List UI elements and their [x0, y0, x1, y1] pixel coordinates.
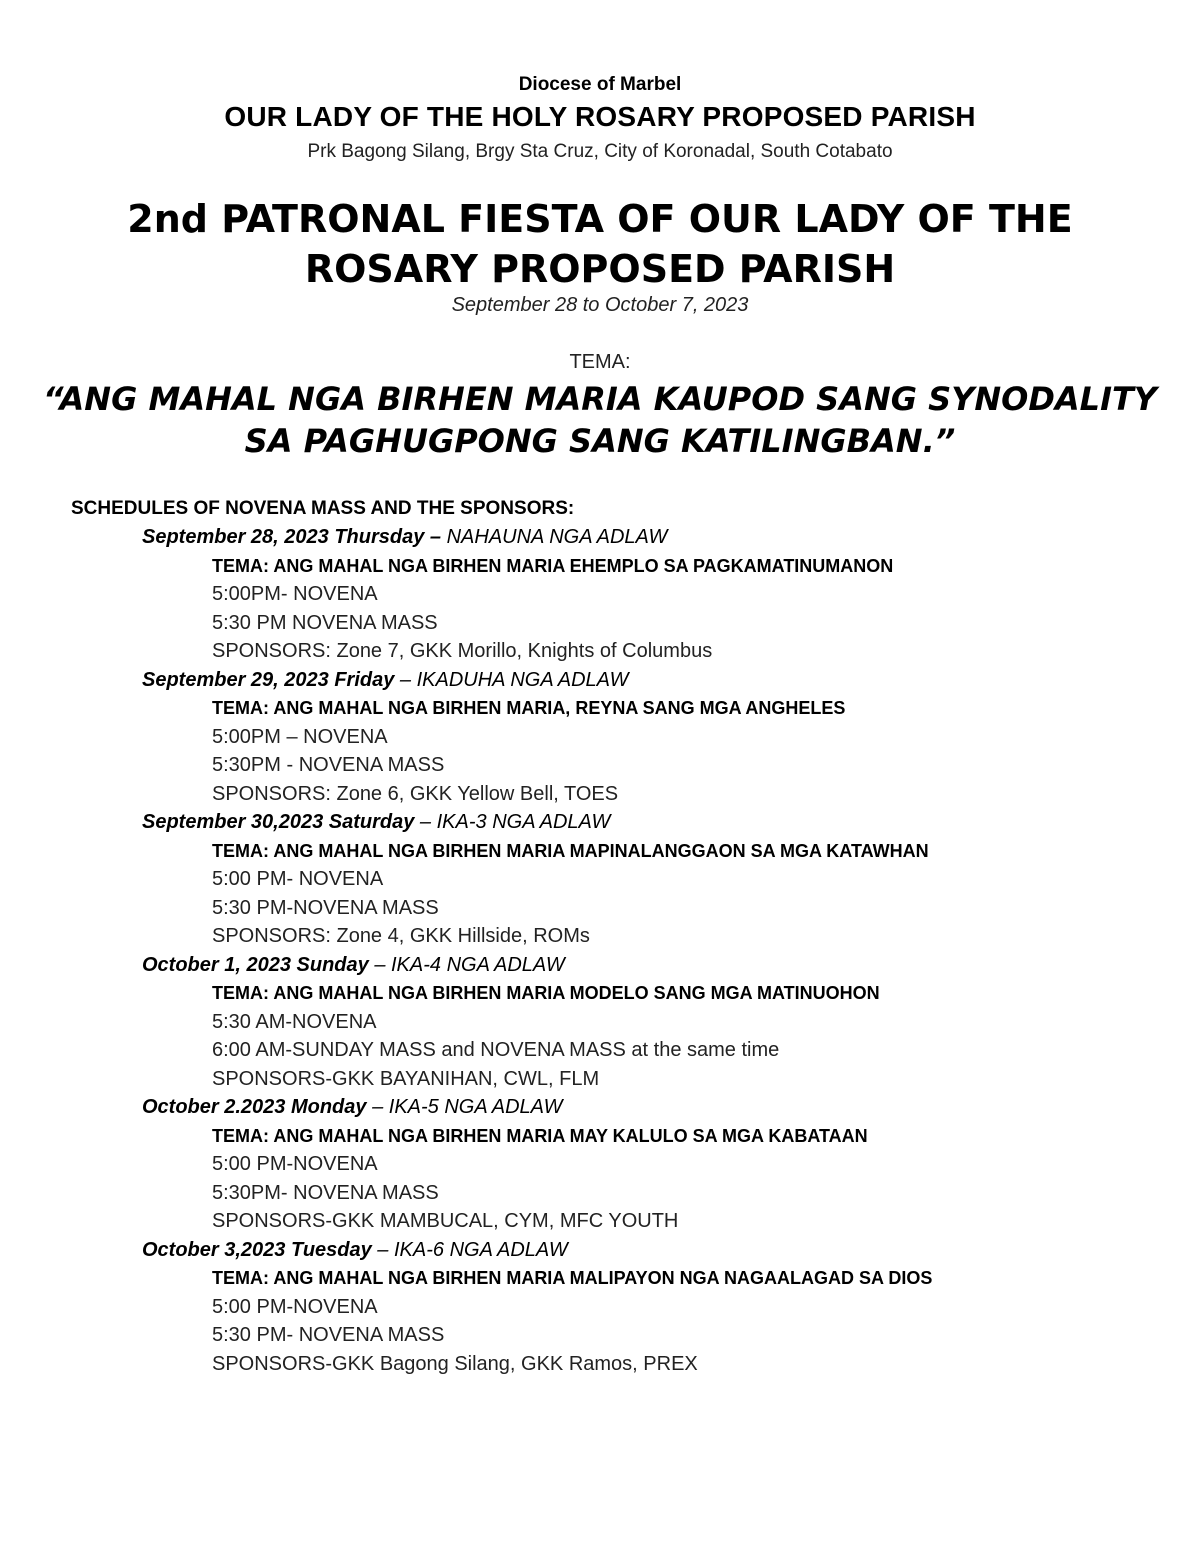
schedule-day [0, 523, 1200, 666]
day-theme: TEMA: ANG MAHAL NGA BIRHEN MARIA MALIPAYON NGA NAGAALAGAD SA DIOS [212, 1268, 933, 1288]
fiesta-title: 2nd PATRONAL FIESTA OF OUR LADY OF THE ROSARY PROPOSED PARISH [127, 197, 1073, 291]
mass-time: 5:30PM- NOVENA MASS [212, 1181, 439, 1204]
novena-time: 5:00PM – NOVENA [212, 725, 388, 748]
parish-address: Prk Bagong Silang, Brgy Sta Cruz, City of Koronadal, South Cotabato [307, 141, 893, 162]
day-date: October 1, 2023 Sunday [142, 953, 369, 976]
novena-time: 5:00 PM-NOVENA [212, 1153, 378, 1175]
fiesta-dates: September 28 to October 7, 2023 [451, 294, 749, 316]
sponsors: SPONSORS: Zone 4, GKK Hillside, ROMs [212, 925, 590, 947]
day-label: – IKA-5 NGA ADLAW [366, 1096, 563, 1118]
day-theme: TEMA: ANG MAHAL NGA BIRHEN MARIA MAPINALANGGAON SA MGA KATAWHAN [212, 840, 929, 861]
day-header [142, 808, 1200, 837]
day-header [142, 666, 1200, 695]
day-label: – IKADUHA NGA ADLAW [394, 668, 629, 691]
day-date: September 29, 2023 Friday [142, 668, 395, 691]
day-header [142, 1236, 1200, 1265]
day-theme: TEMA: ANG MAHAL NGA BIRHEN MARIA MODELO SANG MGA MATINUOHON [212, 983, 880, 1003]
day-theme: TEMA: ANG MAHAL NGA BIRHEN MARIA MAY KALULO SA MGA KABATAAN [212, 1125, 868, 1146]
day-header [142, 523, 1200, 552]
schedule-list [0, 523, 1200, 1378]
novena-time: 5:00 PM-NOVENA [212, 1295, 378, 1318]
schedule-day [0, 951, 1200, 1094]
novena-time: 5:00PM- NOVENA [212, 583, 378, 605]
day-label: – IKA-3 NGA ADLAW [414, 811, 611, 833]
schedule-day [0, 666, 1200, 809]
day-label: – IKA-6 NGA ADLAW [371, 1238, 568, 1261]
novena-time: 5:30 AM-NOVENA [212, 1010, 377, 1033]
day-label: NAHAUNA NGA ADLAW [441, 526, 668, 548]
novena-time: 5:00 PM- NOVENA [212, 868, 384, 890]
day-date: October 3,2023 Tuesday [142, 1238, 372, 1261]
theme-label: TEMA: [569, 351, 631, 373]
schedule-day [0, 808, 1200, 951]
day-theme: TEMA: ANG MAHAL NGA BIRHEN MARIA EHEMPLO SA PAGKAMATINUMANON [212, 555, 894, 576]
mass-time: 6:00 AM-SUNDAY MASS and NOVENA MASS at the same time [212, 1039, 780, 1061]
sponsors: SPONSORS-GKK MAMBUCAL, CYM, MFC YOUTH [212, 1210, 679, 1232]
day-theme: TEMA: ANG MAHAL NGA BIRHEN MARIA, REYNA SANG MGA ANGHELES [212, 698, 846, 718]
diocese-name: Diocese of Marbel [518, 74, 682, 95]
sponsors: SPONSORS-GKK BAYANIHAN, CWL, FLM [212, 1067, 600, 1090]
sponsors: SPONSORS: Zone 6, GKK Yellow Bell, TOES [212, 782, 619, 805]
parish-name: OUR LADY OF THE HOLY ROSARY PROPOSED PARISH [224, 101, 976, 132]
mass-time: 5:30 PM NOVENA MASS [212, 611, 438, 634]
mass-time: 5:30PM - NOVENA MASS [212, 754, 445, 776]
sponsors: SPONSORS-GKK Bagong Silang, GKK Ramos, PREX [212, 1352, 698, 1375]
day-date: October 2.2023 Monday [142, 1096, 367, 1118]
schedule-heading: SCHEDULES OF NOVENA MASS AND THE SPONSORS: [71, 498, 575, 519]
day-header [142, 951, 1200, 980]
mass-time: 5:30 PM- NOVENA MASS [212, 1324, 445, 1346]
day-label: – IKA-4 NGA ADLAW [368, 953, 565, 976]
schedule-day [0, 1236, 1200, 1379]
mass-time: 5:30 PM-NOVENA MASS [212, 896, 439, 919]
day-header [142, 1093, 1200, 1122]
fiesta-theme: “ANG MAHAL NGA BIRHEN MARIA KAUPOD SANG SYNODALITY SA PAGHUGPONG SANG KATILINGBAN.” [43, 380, 1157, 460]
day-date: September 30,2023 Saturday [142, 811, 415, 833]
day-date: September 28, 2023 Thursday – [142, 526, 442, 548]
schedule-day [0, 1093, 1200, 1236]
sponsors: SPONSORS: Zone 7, GKK Morillo, Knights of Columbus [212, 640, 713, 662]
